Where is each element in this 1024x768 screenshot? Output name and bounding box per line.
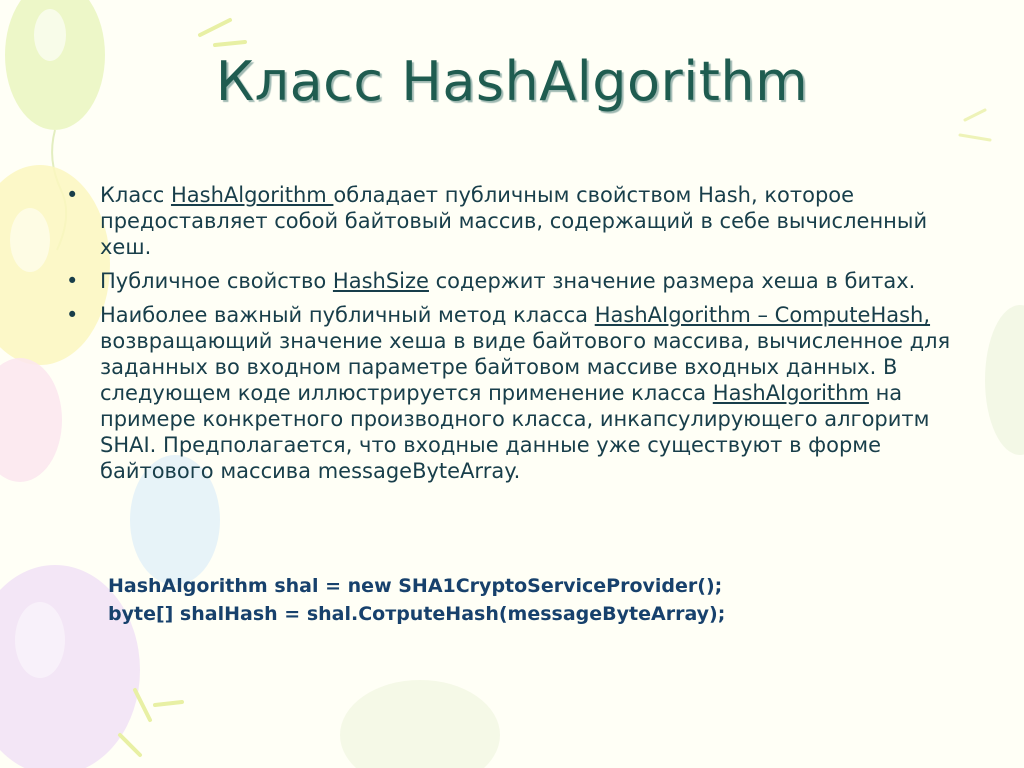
bullet-item [62, 182, 962, 260]
property-link[interactable]: HashSize [332, 269, 429, 293]
balloon-pale-bottom-center [340, 680, 500, 768]
bullet-dot-icon: • [66, 269, 79, 293]
bullet-dot-icon: • [66, 183, 79, 207]
bullet-text: Класс [100, 183, 171, 207]
method-link[interactable]: HashAIgorithm – ComputeHash, [594, 303, 931, 327]
confetti-spark-3 [960, 110, 990, 140]
balloon-pink-left [0, 358, 62, 482]
confetti-spark-1 [200, 20, 245, 45]
class-link[interactable]: HashAIgorithm [712, 381, 869, 405]
bullet-text: Публичное свойство [100, 269, 333, 293]
slide-title: Класс HashAlgorithm [215, 50, 809, 113]
code-line: HashAlgorithm shal = new SHA1CryptoServiceProvider(); [108, 575, 723, 597]
bullet-text: Наиболее важный публичный метод класса [100, 303, 595, 327]
bullet-text: возвращающий значение хеша в виде байтового массива, вычисленное для заданных во входном параметре байтовом массиве входных данных. В следующем коде иллюстрируется применение класса [100, 329, 951, 405]
code-line: byte[] shalHash = shal.CотputeHash(messageByteArray); [108, 603, 726, 625]
bullet-list [62, 182, 962, 492]
bullet-text: содержит значение размера хеша в битах. [428, 269, 916, 293]
bullet-text: обладает публичным свойством Hash, которое предоставляет собой байтовый массив, содержащий в себе вычисленный хеш. [100, 183, 928, 259]
bullet-text: на примере конкретного производного класса, инкапсулирующего алгоритм SHAI. Предполагается, что входные данные уже существуют в форме байтового массива messageByteArray. [100, 381, 930, 483]
balloon-right-edge [985, 305, 1024, 455]
bullet-item [62, 268, 962, 294]
bullet-item [62, 302, 962, 484]
bullet-dot-icon: • [66, 303, 79, 327]
code-sample [108, 572, 725, 628]
class-link[interactable]: HashAlgorithm [170, 183, 334, 207]
